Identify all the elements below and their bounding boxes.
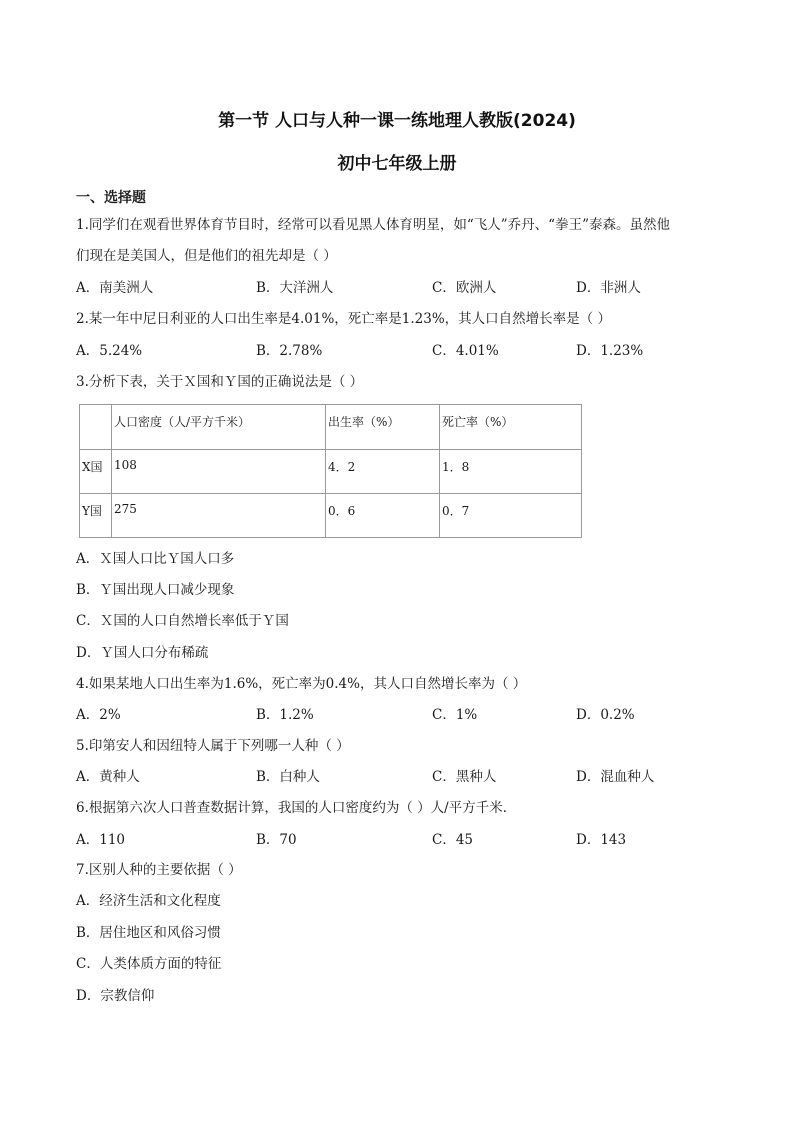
table-header-cell: 人口密度（人/平方千米） — [112, 405, 326, 450]
table-cell: 0．6 — [326, 494, 440, 538]
question-5-option-c: C．黑种人 — [432, 769, 497, 785]
question-1-option-c: C．欧洲人 — [432, 280, 497, 296]
question-3-stem: 3.分析下表，关于Ｘ国和Ｙ国的正确说法是（ ） — [76, 374, 364, 390]
question-5-stem: 5.印第安人和因纽特人属于下列哪一人种（ ） — [76, 738, 350, 754]
question-3-option-d: D．Ｙ国人口分布稀疏 — [76, 645, 209, 661]
table-cell: 108 — [112, 450, 326, 494]
question-2-option-c: C．4.01% — [432, 343, 499, 359]
table-cell: 4．2 — [326, 450, 440, 494]
question-3-option-a: A．Ｘ国人口比Ｙ国人口多 — [76, 551, 235, 567]
table-cell: 0．7 — [440, 494, 582, 538]
table-header-cell — [80, 405, 112, 450]
table-row — [80, 450, 582, 494]
question-2-option-a: A．5.24% — [76, 343, 143, 359]
question-6-option-b: B．70 — [256, 832, 297, 848]
question-6-option-d: D．143 — [576, 832, 627, 848]
question-3-option-b: B．Ｙ国出现人口减少现象 — [76, 582, 235, 598]
table-header-row — [80, 405, 582, 450]
document-subtitle: 初中七年级上册 — [337, 154, 457, 174]
table-cell: Y国 — [80, 494, 112, 538]
question-5-option-a: A．黄种人 — [76, 769, 140, 785]
question-3-option-c: C．Ｘ国的人口自然增长率低于Ｙ国 — [76, 613, 289, 629]
question-1-option-b: B．大洋洲人 — [256, 280, 334, 296]
table-row — [80, 494, 582, 538]
question-7-stem: 7.区别人种的主要依据（ ） — [76, 862, 242, 878]
question-5-option-d: D．混血种人 — [576, 769, 655, 785]
table-header-cell: 死亡率（%） — [440, 405, 582, 450]
question-1-stem-line-1: 1.同学们在观看世界体育节目时，经常可以看见黑人体育明星，如“飞人”乔丹、“拳王”泰森。虽然他 — [76, 217, 670, 233]
table-cell: 275 — [112, 494, 326, 538]
table-cell: 1．8 — [440, 450, 582, 494]
question-1-option-d: D．非洲人 — [576, 280, 641, 296]
question-7-option-a: A．经济生活和文化程度 — [76, 893, 221, 909]
document-title: 第一节 人口与人种一课一练地理人教版(2024) — [218, 111, 576, 131]
question-4-option-a: A．2% — [76, 707, 121, 723]
question-6-option-a: A．110 — [76, 832, 126, 848]
question-4-option-d: D．0.2% — [576, 707, 635, 723]
question-7-option-d: D．宗教信仰 — [76, 988, 155, 1004]
question-2-option-b: B．2.78% — [256, 343, 323, 359]
question-2-stem: 2.某一年中尼日利亚的人口出生率是4.01%，死亡率是1.23%，其人口自然增长率是（ ） — [76, 311, 611, 327]
section-heading: 一、选择题 — [76, 190, 146, 206]
question-7-option-c: C．人类体质方面的特征 — [76, 956, 222, 972]
question-4-option-c: C．1% — [432, 707, 478, 723]
question-6-option-c: C．45 — [432, 832, 474, 848]
question-4-option-b: B．1.2% — [256, 707, 314, 723]
question-7-option-b: B．居住地区和风俗习惯 — [76, 925, 221, 941]
question-5-option-b: B．白种人 — [256, 769, 320, 785]
question-6-stem: 6.根据第六次人口普查数据计算，我国的人口密度约为（ ）人/平方千米． — [76, 800, 517, 816]
question-1-option-a: A．南美洲人 — [76, 280, 154, 296]
table-header-cell: 出生率（%） — [326, 405, 440, 450]
question-4-stem: 4.如果某地人口出生率为1.6%，死亡率为0.4%，其人口自然增长率为（ ） — [76, 676, 527, 692]
population-table — [79, 404, 582, 538]
question-2-option-d: D．1.23% — [576, 343, 644, 359]
table-cell: X国 — [80, 450, 112, 494]
question-1-stem-line-2: 们现在是美国人，但是他们的祖先却是（ ） — [76, 248, 337, 264]
